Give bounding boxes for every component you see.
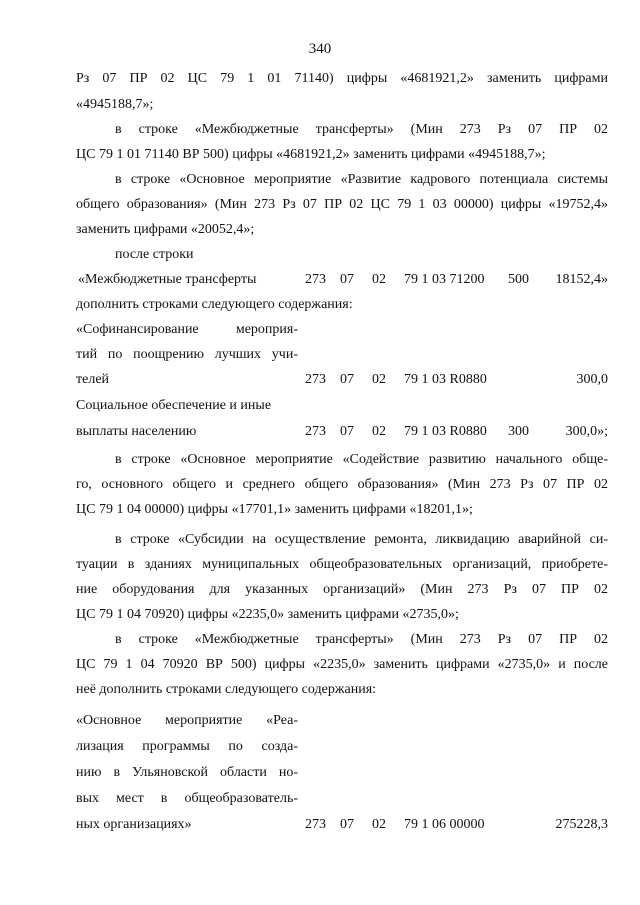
table-cell-amount: 300,0 — [576, 372, 608, 387]
text-line: «4945188,7»; — [76, 97, 154, 112]
table-cell-vr: 300 — [508, 424, 529, 439]
table-cell-min: 273 — [305, 424, 326, 439]
text-line: ЦС 79 1 04 00000) цифры «17701,1» заменить цифрами «18201,1»; — [76, 502, 473, 517]
text-line: го, основного общего и среднего общего образования» (Мин 273 Рз 07 ПР 02 — [76, 477, 608, 492]
table-cell-name-line: выплаты населению — [76, 424, 197, 439]
table-cell-name-line: вых мест в общеобразователь- — [76, 791, 298, 806]
table-cell-name-line: телей — [76, 372, 110, 387]
text-line: в строке «Межбюджетные трансферты» (Мин 273 Рз 07 ПР 02 — [115, 122, 608, 137]
table-cell-cs: 79 1 03 R0880 — [404, 424, 487, 439]
table-cell-name: «Межбюджетные трансферты — [78, 272, 257, 287]
text-line: в строке «Основное мероприятие «Развитие кадрового потенциала системы — [115, 172, 608, 187]
table-cell-pr: 02 — [372, 817, 386, 832]
text-line: в строке «Основное мероприятие «Содействие развитию начального обще- — [115, 452, 608, 467]
text-line: туации в зданиях муниципальных общеобразовательных организаций, приобрете- — [76, 557, 608, 572]
text-line: после строки — [115, 247, 194, 262]
table-cell-name-line: лизация программы по созда- — [76, 739, 298, 754]
table-cell-name-line: ных организациях» — [76, 817, 192, 832]
text-line: ЦС 79 1 01 71140 ВР 500) цифры «4681921,2» заменить цифрами «4945188,7»; — [76, 147, 546, 162]
table-cell-amount: 300,0»; — [565, 424, 608, 439]
text-line: заменить цифрами «20052,4»; — [76, 222, 255, 237]
table-cell-cs: 79 1 06 00000 — [404, 817, 485, 832]
text-line: неё дополнить строками следующего содержания: — [76, 682, 377, 697]
table-cell-min: 273 — [305, 272, 326, 287]
table-cell-amount: 18152,4» — [555, 272, 608, 287]
table-cell-name-line: нию в Ульяновской области но- — [76, 765, 298, 780]
table-cell-vr: 500 — [508, 272, 529, 287]
table-cell-min: 273 — [305, 372, 326, 387]
table-cell-rz: 07 — [340, 372, 354, 387]
table-cell-cs: 79 1 03 R0880 — [404, 372, 487, 387]
table-cell-pr: 02 — [372, 272, 386, 287]
page-number: 340 — [308, 41, 332, 57]
text-line: ЦС 79 1 04 70920) цифры «2235,0» заменить цифрами «2735,0»; — [76, 607, 459, 622]
text-line: в строке «Субсидии на осуществление ремонта, ликвидацию аварийной си- — [115, 532, 608, 547]
text-line: Рз 07 ПР 02 ЦС 79 1 01 71140) цифры «4681921,2» заменить цифрами — [76, 71, 608, 86]
table-cell-rz: 07 — [340, 424, 354, 439]
text-line: ЦС 79 1 04 70920 ВР 500) цифры «2235,0» заменить цифрами «2735,0» и после — [76, 657, 608, 672]
text-line: в строке «Межбюджетные трансферты» (Мин 273 Рз 07 ПР 02 — [115, 632, 608, 647]
table-cell-amount: 275228,3 — [555, 817, 608, 832]
table-cell-cs: 79 1 03 71200 — [404, 272, 485, 287]
table-cell-name-line: Социальное обеспечение и иные — [76, 398, 272, 413]
text-line: общего образования» (Мин 273 Рз 07 ПР 02 ЦС 79 1 03 00000) цифры «19752,4» — [76, 197, 608, 212]
table-cell-pr: 02 — [372, 372, 386, 387]
table-cell-rz: 07 — [340, 272, 354, 287]
table-cell-min: 273 — [305, 817, 326, 832]
table-cell-pr: 02 — [372, 424, 386, 439]
text-line: дополнить строками следующего содержания: — [76, 297, 353, 312]
text-line: ние оборудования для указанных организаций» (Мин 273 Рз 07 ПР 02 — [76, 582, 608, 597]
table-cell-rz: 07 — [340, 817, 354, 832]
table-cell-name-line: «Софинансирование мероприя- — [76, 322, 298, 337]
table-cell-name-line: тий по поощрению лучших учи- — [76, 347, 298, 362]
table-cell-name-line: «Основное мероприятие «Реа- — [76, 713, 298, 728]
